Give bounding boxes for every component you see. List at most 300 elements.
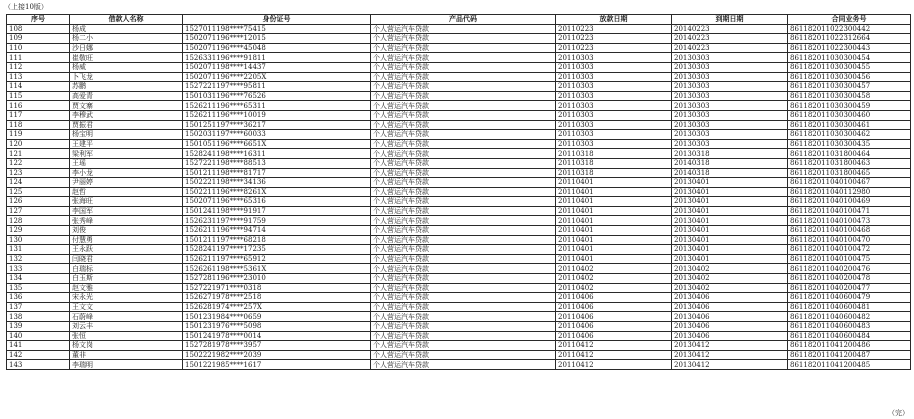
serial-number-cell: 142 [7, 350, 70, 360]
serial-number-cell: 133 [7, 264, 70, 274]
table-row [7, 110, 911, 120]
due-date-cell: 20140318 [672, 168, 788, 178]
product-code-cell: 个人营运汽车贷款 [371, 235, 556, 245]
due-date-cell: 20130406 [672, 293, 788, 303]
due-date-cell: 20130406 [672, 312, 788, 322]
contract-number-cell: 861182011031800465 [788, 168, 911, 178]
due-date-cell: 20130401 [672, 226, 788, 236]
product-code-cell: 个人营运汽车贷款 [371, 139, 556, 149]
loan-date-cell: 20110303 [556, 82, 672, 92]
due-date-cell: 20130401 [672, 235, 788, 245]
borrower-name-cell: 杨文岗 [70, 341, 183, 351]
due-date-cell: 20140223 [672, 43, 788, 53]
borrower-name-cell: 张恒 [70, 331, 183, 341]
serial-number-cell: 140 [7, 331, 70, 341]
contract-number-cell: 861182011040600483 [788, 322, 911, 332]
contract-number-cell: 861182011030300461 [788, 120, 911, 130]
product-code-cell: 个人营运汽车贷款 [371, 158, 556, 168]
due-date-cell: 20130401 [672, 178, 788, 188]
table-row [7, 206, 911, 216]
product-code-cell: 个人营运汽车贷款 [371, 254, 556, 264]
loan-date-cell: 20110318 [556, 149, 672, 159]
loan-date-cell: 20110303 [556, 120, 672, 130]
borrower-name-cell: 王文文 [70, 302, 183, 312]
due-date-cell: 20130303 [672, 120, 788, 130]
contract-number-cell: 861182011040100468 [788, 226, 911, 236]
contract-number-cell: 861182011040200478 [788, 274, 911, 284]
product-code-cell: 个人营运汽车贷款 [371, 72, 556, 82]
table-row [7, 101, 911, 111]
borrower-name-cell: 李小龙 [70, 168, 183, 178]
header-serial-number: 序号 [7, 15, 70, 25]
id-number-cell: 1527221198****88513 [183, 158, 371, 168]
table-row [7, 34, 911, 44]
id-number-cell: 1526331196****91811 [183, 53, 371, 63]
loan-date-cell: 20110303 [556, 130, 672, 140]
loan-date-cell: 20110402 [556, 264, 672, 274]
borrower-name-cell: 李穆武 [70, 110, 183, 120]
product-code-cell: 个人营运汽车贷款 [371, 197, 556, 207]
id-number-cell: 1501241978****0014 [183, 331, 371, 341]
due-date-cell: 20130401 [672, 245, 788, 255]
id-number-cell: 1502071196****2205X [183, 72, 371, 82]
table-row [7, 235, 911, 245]
due-date-cell: 20130303 [672, 91, 788, 101]
product-code-cell: 个人营运汽车贷款 [371, 43, 556, 53]
id-number-cell: 1502071198****14437 [183, 62, 371, 72]
contract-number-cell: 861182011030300457 [788, 82, 911, 92]
id-number-cell: 1528241197****17235 [183, 245, 371, 255]
table-row [7, 197, 911, 207]
product-code-cell: 个人营运汽车贷款 [371, 245, 556, 255]
due-date-cell: 20130303 [672, 110, 788, 120]
due-date-cell: 20130402 [672, 283, 788, 293]
due-date-cell: 20130303 [672, 82, 788, 92]
due-date-cell: 20130303 [672, 139, 788, 149]
borrower-name-cell: 苏鹏 [70, 82, 183, 92]
id-number-cell: 1501241198****91917 [183, 206, 371, 216]
loan-date-cell: 20110223 [556, 43, 672, 53]
continued-from-note: （上接10版） [4, 3, 48, 11]
loan-date-cell: 20110303 [556, 62, 672, 72]
serial-number-cell: 128 [7, 216, 70, 226]
product-code-cell: 个人营运汽车贷款 [371, 274, 556, 284]
contract-number-cell: 861182011040200476 [788, 264, 911, 274]
table-row [7, 245, 911, 255]
table-row [7, 43, 911, 53]
contract-number-cell: 861182011030300462 [788, 130, 911, 140]
id-number-cell: 1526281974****257X [183, 302, 371, 312]
serial-number-cell: 125 [7, 187, 70, 197]
product-code-cell: 个人营运汽车贷款 [371, 264, 556, 274]
serial-number-cell: 139 [7, 322, 70, 332]
table-row [7, 360, 911, 370]
table-row [7, 226, 911, 236]
borrower-table [6, 14, 911, 370]
loan-date-cell: 20110412 [556, 360, 672, 370]
contract-number-cell: 861182011030300459 [788, 101, 911, 111]
serial-number-cell: 117 [7, 110, 70, 120]
borrower-name-cell: 闫晓君 [70, 254, 183, 264]
product-code-cell: 个人营运汽车贷款 [371, 149, 556, 159]
id-number-cell: 1527221971****0318 [183, 283, 371, 293]
contract-number-cell: 861182011040600479 [788, 293, 911, 303]
id-number-cell: 1501221985****1617 [183, 360, 371, 370]
table-row [7, 283, 911, 293]
contract-number-cell: 861182011030300455 [788, 62, 911, 72]
serial-number-cell: 109 [7, 34, 70, 44]
serial-number-cell: 114 [7, 82, 70, 92]
contract-number-cell: 861182011031800464 [788, 149, 911, 159]
contract-number-cell: 861182011041200485 [788, 360, 911, 370]
loan-date-cell: 20110412 [556, 350, 672, 360]
due-date-cell: 20130303 [672, 53, 788, 63]
product-code-cell: 个人营运汽车贷款 [371, 62, 556, 72]
borrower-name-cell: 沙日娜 [70, 43, 183, 53]
id-number-cell: 1526231197****91759 [183, 216, 371, 226]
table-row [7, 168, 911, 178]
product-code-cell: 个人营运汽车贷款 [371, 302, 556, 312]
table-row [7, 82, 911, 92]
contract-number-cell: 861182011040112980 [788, 187, 911, 197]
id-number-cell: 1526211196****10019 [183, 110, 371, 120]
table-row [7, 341, 911, 351]
table-row [7, 53, 911, 63]
serial-number-cell: 123 [7, 168, 70, 178]
product-code-cell: 个人营运汽车贷款 [371, 130, 556, 140]
id-number-cell: 1526211197****65912 [183, 254, 371, 264]
contract-number-cell: 861182011040100475 [788, 254, 911, 264]
loan-date-cell: 20110401 [556, 245, 672, 255]
id-number-cell: 1502221982****2039 [183, 350, 371, 360]
id-number-cell: 1526211196****65311 [183, 101, 371, 111]
table-row [7, 178, 911, 188]
table-row [7, 216, 911, 226]
loan-date-cell: 20110401 [556, 178, 672, 188]
loan-date-cell: 20110412 [556, 341, 672, 351]
borrower-name-cell: 尹丽婷 [70, 178, 183, 188]
serial-number-cell: 124 [7, 178, 70, 188]
loan-date-cell: 20110401 [556, 235, 672, 245]
due-date-cell: 20130412 [672, 341, 788, 351]
table-header-row [7, 15, 911, 25]
table-row [7, 350, 911, 360]
borrower-name-cell: 杨威 [70, 62, 183, 72]
id-number-cell: 1527221197****95811 [183, 82, 371, 92]
table-row [7, 274, 911, 284]
product-code-cell: 个人营运汽车贷款 [371, 293, 556, 303]
due-date-cell: 20140223 [672, 24, 788, 34]
product-code-cell: 个人营运汽车贷款 [371, 24, 556, 34]
loan-date-cell: 20110303 [556, 72, 672, 82]
id-number-cell: 1502071196****45048 [183, 43, 371, 53]
borrower-name-cell: 白瑞标 [70, 264, 183, 274]
product-code-cell: 个人营运汽车贷款 [371, 341, 556, 351]
loan-date-cell: 20110223 [556, 34, 672, 44]
serial-number-cell: 111 [7, 53, 70, 63]
due-date-cell: 20130406 [672, 331, 788, 341]
loan-date-cell: 20110402 [556, 274, 672, 284]
contract-number-cell: 861182011040100472 [788, 245, 911, 255]
due-date-cell: 20130402 [672, 264, 788, 274]
borrower-name-cell: 高爱青 [70, 91, 183, 101]
loan-date-cell: 20110401 [556, 187, 672, 197]
contract-number-cell: 861182011040600484 [788, 331, 911, 341]
contract-number-cell: 861182011022300443 [788, 43, 911, 53]
product-code-cell: 个人营运汽车贷款 [371, 168, 556, 178]
table-row [7, 62, 911, 72]
table-row [7, 293, 911, 303]
borrower-name-cell: 张秀峰 [70, 216, 183, 226]
table-row [7, 312, 911, 322]
contract-number-cell: 861182011022312664 [788, 34, 911, 44]
borrower-name-cell: 宋永光 [70, 293, 183, 303]
id-number-cell: 1501031196****76526 [183, 91, 371, 101]
loan-date-cell: 20110406 [556, 312, 672, 322]
serial-number-cell: 141 [7, 341, 70, 351]
contract-number-cell: 861182011030300454 [788, 53, 911, 63]
id-number-cell: 1527011198****75415 [183, 24, 371, 34]
contract-number-cell: 861182011040200477 [788, 283, 911, 293]
borrower-name-cell: 卜飞龙 [70, 72, 183, 82]
borrower-name-cell: 赵文雅 [70, 283, 183, 293]
id-number-cell: 1501051196****6651X [183, 139, 371, 149]
id-number-cell: 1502221198****34136 [183, 178, 371, 188]
product-code-cell: 个人营运汽车贷款 [371, 350, 556, 360]
product-code-cell: 个人营运汽车贷款 [371, 331, 556, 341]
contract-number-cell: 861182011040100470 [788, 235, 911, 245]
id-number-cell: 1527281978****3957 [183, 341, 371, 351]
due-date-cell: 20130401 [672, 206, 788, 216]
contract-number-cell: 861182011040100471 [788, 206, 911, 216]
borrower-name-cell: 张海旺 [70, 197, 183, 207]
table-row [7, 139, 911, 149]
product-code-cell: 个人营运汽车贷款 [371, 110, 556, 120]
header-contract-number: 合同业务号 [788, 15, 911, 25]
header-loan-date: 放款日期 [556, 15, 672, 25]
product-code-cell: 个人营运汽车贷款 [371, 312, 556, 322]
header-id-number: 身份证号 [183, 15, 371, 25]
table-row [7, 302, 911, 312]
end-note: （完） [888, 409, 909, 417]
loan-date-cell: 20110406 [556, 322, 672, 332]
serial-number-cell: 108 [7, 24, 70, 34]
product-code-cell: 个人营运汽车贷款 [371, 120, 556, 130]
id-number-cell: 1501211198****81717 [183, 168, 371, 178]
product-code-cell: 个人营运汽车贷款 [371, 322, 556, 332]
loan-date-cell: 20110318 [556, 158, 672, 168]
contract-number-cell: 861182011031800463 [788, 158, 911, 168]
loan-date-cell: 20110303 [556, 53, 672, 63]
product-code-cell: 个人营运汽车贷款 [371, 360, 556, 370]
id-number-cell: 1502071196****65316 [183, 197, 371, 207]
serial-number-cell: 119 [7, 130, 70, 140]
id-number-cell: 1502031197****60033 [183, 130, 371, 140]
table-row [7, 322, 911, 332]
serial-number-cell: 116 [7, 101, 70, 111]
contract-number-cell: 861182011040100467 [788, 178, 911, 188]
product-code-cell: 个人营运汽车贷款 [371, 187, 556, 197]
borrower-name-cell: 刘云丰 [70, 322, 183, 332]
loan-date-cell: 20110318 [556, 168, 672, 178]
serial-number-cell: 126 [7, 197, 70, 207]
serial-number-cell: 118 [7, 120, 70, 130]
borrower-name-cell: 贾振君 [70, 120, 183, 130]
serial-number-cell: 112 [7, 62, 70, 72]
product-code-cell: 个人营运汽车贷款 [371, 216, 556, 226]
contract-number-cell: 861182011040600482 [788, 312, 911, 322]
due-date-cell: 20130318 [672, 149, 788, 159]
table-row [7, 187, 911, 197]
serial-number-cell: 132 [7, 254, 70, 264]
serial-number-cell: 113 [7, 72, 70, 82]
header-due-date: 到期日期 [672, 15, 788, 25]
serial-number-cell: 130 [7, 235, 70, 245]
borrower-name-cell: 王永跃 [70, 245, 183, 255]
contract-number-cell: 861182011030300458 [788, 91, 911, 101]
serial-number-cell: 129 [7, 226, 70, 236]
borrower-name-cell: 梁利军 [70, 149, 183, 159]
loan-date-cell: 20110303 [556, 139, 672, 149]
table-row [7, 158, 911, 168]
product-code-cell: 个人营运汽车贷款 [371, 53, 556, 63]
serial-number-cell: 115 [7, 91, 70, 101]
header-product-code: 产品代码 [371, 15, 556, 25]
due-date-cell: 20130303 [672, 72, 788, 82]
id-number-cell: 1501231976****5098 [183, 322, 371, 332]
product-code-cell: 个人营运汽车贷款 [371, 178, 556, 188]
header-borrower-name: 借款人名称 [70, 15, 183, 25]
loan-date-cell: 20110401 [556, 206, 672, 216]
table-row [7, 130, 911, 140]
due-date-cell: 20140223 [672, 34, 788, 44]
borrower-name-cell: 贾文寨 [70, 101, 183, 111]
product-code-cell: 个人营运汽车贷款 [371, 101, 556, 111]
due-date-cell: 20130401 [672, 187, 788, 197]
due-date-cell: 20130412 [672, 350, 788, 360]
borrower-name-cell: 石蔚峰 [70, 312, 183, 322]
due-date-cell: 20130406 [672, 322, 788, 332]
contract-number-cell: 861182011030300460 [788, 110, 911, 120]
serial-number-cell: 134 [7, 274, 70, 284]
borrower-name-cell: 白玉斯 [70, 274, 183, 284]
loan-date-cell: 20110401 [556, 216, 672, 226]
borrower-name-cell: 付慧勇 [70, 235, 183, 245]
due-date-cell: 20130402 [672, 274, 788, 284]
id-number-cell: 1527281196****23010 [183, 274, 371, 284]
loan-date-cell: 20110401 [556, 254, 672, 264]
contract-number-cell: 861182011030300456 [788, 72, 911, 82]
id-number-cell: 1526271978****2518 [183, 293, 371, 303]
due-date-cell: 20130303 [672, 101, 788, 111]
table-row [7, 120, 911, 130]
product-code-cell: 个人营运汽车贷款 [371, 34, 556, 44]
due-date-cell: 20140318 [672, 158, 788, 168]
loan-date-cell: 20110406 [556, 302, 672, 312]
product-code-cell: 个人营运汽车贷款 [371, 91, 556, 101]
loan-date-cell: 20110406 [556, 331, 672, 341]
table-row [7, 331, 911, 341]
id-number-cell: 1502211196****8261X [183, 187, 371, 197]
serial-number-cell: 127 [7, 206, 70, 216]
serial-number-cell: 138 [7, 312, 70, 322]
contract-number-cell: 861182011030300435 [788, 139, 911, 149]
serial-number-cell: 121 [7, 149, 70, 159]
borrower-name-cell: 李国军 [70, 206, 183, 216]
loan-date-cell: 20110406 [556, 293, 672, 303]
table-body [7, 24, 911, 369]
serial-number-cell: 110 [7, 43, 70, 53]
due-date-cell: 20130412 [672, 360, 788, 370]
serial-number-cell: 122 [7, 158, 70, 168]
contract-number-cell: 861182011040100469 [788, 197, 911, 207]
serial-number-cell: 136 [7, 293, 70, 303]
product-code-cell: 个人营运汽车贷款 [371, 82, 556, 92]
product-code-cell: 个人营运汽车贷款 [371, 283, 556, 293]
table-row [7, 254, 911, 264]
contract-number-cell: 861182011022300442 [788, 24, 911, 34]
table-row [7, 264, 911, 274]
loan-date-cell: 20110303 [556, 110, 672, 120]
id-number-cell: 1501211197****68218 [183, 235, 371, 245]
contract-number-cell: 861182011040100473 [788, 216, 911, 226]
id-number-cell: 1501251197****36217 [183, 120, 371, 130]
loan-date-cell: 20110401 [556, 197, 672, 207]
loan-date-cell: 20110223 [556, 24, 672, 34]
due-date-cell: 20130401 [672, 197, 788, 207]
id-number-cell: 1501231984****0659 [183, 312, 371, 322]
id-number-cell: 1528241198****16311 [183, 149, 371, 159]
borrower-name-cell: 赵哲 [70, 187, 183, 197]
borrower-name-cell: 董非 [70, 350, 183, 360]
contract-number-cell: 861182011041200486 [788, 341, 911, 351]
loan-date-cell: 20110402 [556, 283, 672, 293]
table-row [7, 72, 911, 82]
due-date-cell: 20130401 [672, 254, 788, 264]
table-row [7, 24, 911, 34]
loan-date-cell: 20110303 [556, 101, 672, 111]
due-date-cell: 20130406 [672, 302, 788, 312]
borrower-name-cell: 杨成 [70, 24, 183, 34]
id-number-cell: 1502071196****12015 [183, 34, 371, 44]
borrower-name-cell: 王瑶 [70, 158, 183, 168]
contract-number-cell: 861182011041200487 [788, 350, 911, 360]
serial-number-cell: 131 [7, 245, 70, 255]
contract-number-cell: 861182011040600481 [788, 302, 911, 312]
id-number-cell: 1526261198****5361X [183, 264, 371, 274]
due-date-cell: 20130303 [672, 62, 788, 72]
loan-date-cell: 20110303 [556, 91, 672, 101]
borrower-name-cell: 杨宝明 [70, 130, 183, 140]
borrower-name-cell: 刘俊 [70, 226, 183, 236]
table-row [7, 91, 911, 101]
borrower-name-cell: 王建平 [70, 139, 183, 149]
borrower-name-cell: 崔敬旺 [70, 53, 183, 63]
borrower-name-cell: 杨二小 [70, 34, 183, 44]
product-code-cell: 个人营运汽车贷款 [371, 226, 556, 236]
due-date-cell: 20130303 [672, 130, 788, 140]
serial-number-cell: 135 [7, 283, 70, 293]
loan-date-cell: 20110401 [556, 226, 672, 236]
id-number-cell: 1526211196****94714 [183, 226, 371, 236]
product-code-cell: 个人营运汽车贷款 [371, 206, 556, 216]
due-date-cell: 20130401 [672, 216, 788, 226]
serial-number-cell: 120 [7, 139, 70, 149]
table-row [7, 149, 911, 159]
borrower-name-cell: 李瑞明 [70, 360, 183, 370]
serial-number-cell: 137 [7, 302, 70, 312]
serial-number-cell: 143 [7, 360, 70, 370]
